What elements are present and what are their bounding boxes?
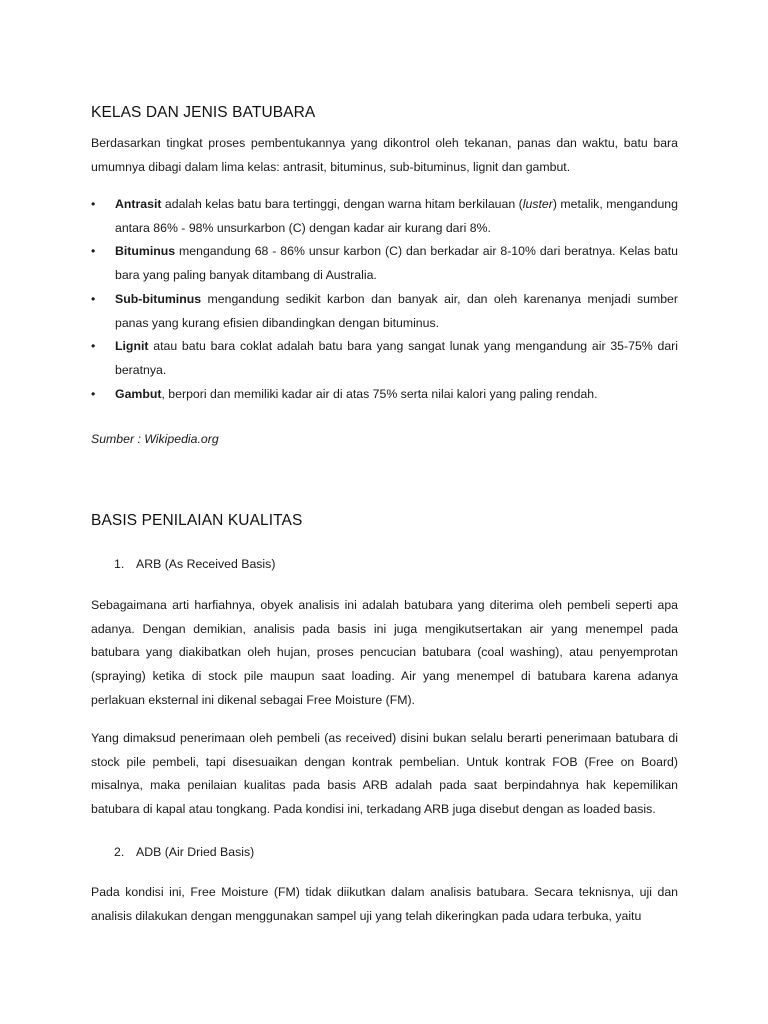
intro-block [91, 132, 678, 179]
bullet-icon: • [91, 386, 96, 401]
numbered-item-adb [114, 841, 254, 865]
bullet-icon: • [91, 339, 96, 354]
source-citation: Sumber : Wikipedia.org [91, 432, 219, 446]
bullet-icon: • [91, 197, 96, 211]
item-label: ARB (As Received Basis) [136, 557, 276, 571]
item-number: 1. [114, 557, 125, 571]
paragraph-text: Yang dimaksud penerimaan oleh pembeli (as received) disini bukan selalu berarti penerimaan batubara di stock pile pembeli, tapi disesuaikan dengan kontrak pembelian. Untuk kontrak FOB (Free on Board) misalnya, maka penilaian kualitas pada basis ARB adalah pada saat berpindahnya hak kepemilikan batubara di kapal atau tongkang. Pada kondisi ini, terkadang ARB juga disebut dengan as loaded basis. [91, 731, 678, 817]
paragraph-adb [91, 881, 678, 928]
text-antrasit-post: ) metalik, mengandung antara 86% - 98% unsurkarbon (C) dengan kadar air kurang dari 8%. [115, 197, 678, 235]
intro-paragraph: Berdasarkan tingkat proses pembentukannya yang dikontrol oleh tekanan, panas dan waktu, batu bara umumnya dibagi dalam lima kelas: antrasit, bituminus, sub-bituminus, lignit dan gambut. [91, 136, 678, 174]
term-sub-bituminus: Sub-bituminus [115, 291, 202, 306]
item-number: 2. [114, 845, 125, 859]
numbered-item-arb [114, 553, 275, 577]
section-title-basis: BASIS PENILAIAN KUALITAS [91, 512, 303, 529]
text-bituminus: mengandung 68 - 86% unsur karbon (C) dan berkadar air 8-10% dari beratnya. Kelas batu bara yang paling banyak ditambang di Australia. [115, 244, 678, 283]
text-gambut: , berpori dan memiliki kadar air di atas 75% serta nilai kalori yang paling rendah. [161, 386, 598, 401]
paragraph-arb-2 [91, 727, 678, 822]
section-title-kelas: KELAS DAN JENIS BATUBARA [91, 104, 316, 121]
bullet-icon: • [91, 291, 96, 306]
bullet-icon: • [91, 244, 96, 259]
term-gambut: Gambut [115, 386, 162, 401]
paragraph-text: Pada kondisi ini, Free Moisture (FM) tidak diikutkan dalam analisis batubara. Secara teknisnya, uji dan analisis dilakukan dengan menggunakan sampel uji yang telah dikeringkan pada udara terbuka, yaitu [91, 885, 678, 923]
term-lignit: Lignit [115, 339, 149, 354]
term-bituminus: Bituminus [115, 244, 176, 259]
text-antrasit-italic: luster [522, 197, 553, 211]
list-item [91, 383, 678, 407]
list-item [91, 240, 678, 287]
list-item [91, 288, 678, 335]
item-label: ADB (Air Dried Basis) [136, 845, 255, 859]
text-sub-bituminus: mengandung sedikit karbon dan banyak air, dan oleh karenanya menjadi sumber panas yang kurang efisien dibandingkan dengan bituminus. [115, 291, 678, 330]
coal-class-list [91, 193, 678, 406]
text-antrasit-pre: adalah kelas batu bara tertinggi, dengan warna hitam berkilauan ( [161, 197, 523, 211]
term-antrasit: Antrasit [115, 197, 162, 211]
paragraph-text: Sebagaimana arti harfiahnya, obyek analisis ini adalah batubara yang diterima oleh pembeli seperti apa adanya. Dengan demikian, analisis pada basis ini juga mengikutsertakan air yang menempel pada batubara yang diakibatkan oleh hujan, proses pencucian batubara (coal washing), atau penyemprotan (spraying) ketika di stock pile maupun saat loading. Air yang menempel di batubara karena adanya perlakuan eksternal ini dikenal sebagai Free Moisture (FM). [91, 598, 678, 707]
list-item [91, 335, 678, 382]
text-lignit: atau batu bara coklat adalah batu bara yang sangat lunak yang mengandung air 35-75% dari beratnya. [115, 339, 678, 377]
list-item [91, 193, 678, 240]
paragraph-arb-1 [91, 594, 678, 713]
